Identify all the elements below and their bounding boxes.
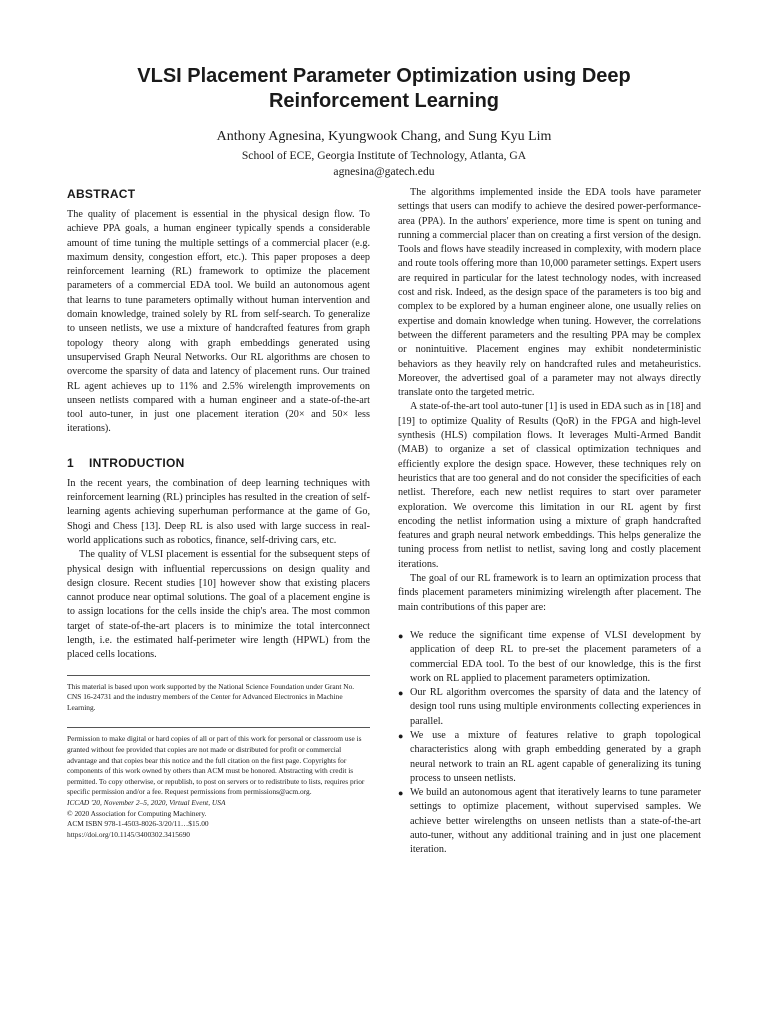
section-title: INTRODUCTION <box>89 455 185 470</box>
author-email: agnesina@gatech.edu <box>333 165 435 178</box>
isbn-line: ACM ISBN 978-1-4503-8026-3/20/11…$15.00 <box>67 819 209 829</box>
title-line-2: Reinforcement Learning <box>268 90 500 112</box>
doi-link[interactable]: https://doi.org/10.1145/3400302.3415690 <box>67 829 190 839</box>
title-line-1: VLSI Placement Parameter Optimization using Deep <box>137 65 631 87</box>
paper-title <box>60 64 708 114</box>
left-column <box>67 186 370 840</box>
affiliation: School of ECE, Georgia Institute of Technology, Atlanta, GA <box>241 149 527 162</box>
list-item: ● Our RL algorithm overcomes the sparsity of data and the latency of design tool runs using multiple environments collecting experiences in parallel. <box>398 687 701 727</box>
right-paragraph-3: The goal of our RL framework is to learn an optimization process that finds placement parameters minimizing wirelength after placement. The main contributions of this paper are: <box>398 573 701 613</box>
bullet-icon: ● <box>398 788 404 799</box>
introduction-heading <box>67 455 370 471</box>
bullet-icon: ● <box>398 688 404 699</box>
venue-line: ICCAD '20, November 2–5, 2020, Virtual Event, USA <box>67 797 226 807</box>
copyright-line: © 2020 Association for Computing Machinery. <box>67 808 207 818</box>
section-number: 1 <box>67 455 74 470</box>
right-column <box>398 186 701 858</box>
bullet-icon: ● <box>398 730 404 741</box>
list-item: ● We use a mixture of features relative to graph topological characteristics along with graph embedding generated by a graph neural network to train an RL agent capable of generalizing its tuning process to unseen netlists. <box>398 729 701 784</box>
list-item: ● We reduce the significant time expense of VLSI development by application of deep RL to pre-set the placement parameters of a commercial EDA tool. To the best of our knowledge, this is the first work on RL applied to placement parameters optimization. <box>398 629 701 684</box>
permission-notice: Permission to make digital or hard copies of all or part of this work for personal or classroom use is granted without fee provided that copies are not made or distributed for profit or commercial advantage and that copies bear this notice and the full citation on the first page. Copyrights for components of this work owned by others than ACM must be honored. Abstracting with credit is permitted. To copy otherwise, or republish, to post on servers or to redistribute to lists, requires prior specific permission and/or a fee. Request permissions from permissions@acm.org. <box>67 734 365 797</box>
contributions-list <box>398 629 701 858</box>
intro-paragraph-2: The quality of VLSI placement is essential for the subsequent steps of physical design with influential repercussions on design quality and design closure. Recent studies [10] however show that existing placers cannot produce near optimal solutions. The goal of a placement engine is to assign locations for the cells inside the chip's area. The most common target of state-of-the-art placers is to minimize the total interconnect length, i.e. the estimated half-perimeter wire length (HPWL) from the placed cells locations. <box>67 549 370 661</box>
bullet-icon: ● <box>398 630 404 641</box>
abstract-text: The quality of placement is essential in the physical design flow. To achieve PPA goals, a human engineer typically spends a considerable amount of time tuning the multiple settings of a commercial placer (e.g. maximum density, congestion effort, etc.). This paper proposes a deep reinforcement learning (RL) framework to optimize the placement parameters of a commercial EDA tool. We build an autonomous agent that learns to tune parameters optimally without human intervention and domain knowledge, trained solely by RL from self-search. To generalize to unseen netlists, we use a mixture of handcrafted features from graph topology theory along with graph embeddings generated using unsupervised Graph Neural Networks. Our RL algorithms are chosen to overcome the sparsity of data and latency of placement runs. Our trained RL agent achieves up to 11% and 2.5% wirelength improvements on unseen netlists compared with a human engineer and a state-of-the-art tool auto-tuner, in just one placement iteration (20× and 50× less iterations). <box>67 209 370 435</box>
funding-footnote: This material is based upon work supported by the National Science Foundation under Grant No. CNS 16-24731 and the industry members of the Center for Advanced Electronics in Machine Learning. <box>67 681 355 712</box>
right-paragraph-1: The algorithms implemented inside the EDA tools have parameter settings that users can modify to achieve the desired power-performance-area (PPA). In the authors' experience, more time is spent on tuning and running a commercial placer than on creating a first version of the design. Tools and flows have steadily increased in complexity, with modern place and route tools offering more than 10,000 parameter settings. Expert users are required in particular for the latest technology nodes, with increased cost and risk. Indeed, as the design space of the parameters is too big and complex to be explored by a human engineer alone, one usually relies on expertise and domain knowledge when tuning. However, the correlations between the different parameters and the resulting PPA may be complex or nonintuitive. Placement engines may exhibit nondeterministic behaviors as they heavily rely on handcrafted rules and metaheuristics. Moreover, the advertised goal of a parameter may not always directly translate onto the targeted metric. <box>398 187 701 399</box>
list-item: ● We build an autonomous agent that iteratively learns to tune parameter settings to optimize placement, without supervised samples. We achieve better wirelengths on unseen netlists than a state-of-the-art auto-tuner, without any additional training and in just one placement iteration. <box>398 787 701 856</box>
author-list: Anthony Agnesina, Kyungwook Chang, and Sung Kyu Lim <box>216 129 552 144</box>
right-paragraph-2: A state-of-the-art tool auto-tuner [1] is used in EDA such as in [18] and [19] to optimize Quality of Results (QoR) in the FPGA and high-level synthesis (HLS) compilation flows. It leverages Multi-Armed Bandit (MAB) to organize a set of classical optimization techniques and efficiently explore the design space. However, these techniques rely on heuristics that are too general and do not consider the specificities of each netlist. Therefore, each new netlist requires to start over parameter exploration. We overcome this limitation in our RL agent by first encoding the netlist information using a mixture of graph handcrafted features and graph neural network embeddings. This helps generalize the tuning process from netlist to netlist, saving long and costly placement iterations. <box>398 401 701 570</box>
abstract-heading: ABSTRACT <box>67 187 136 201</box>
intro-paragraph-1: In the recent years, the combination of deep learning techniques with reinforcement learning (RL) principles has resulted in the creation of self-learning agents achieving superhuman performance at the game of Go, Shogi and Chess [13]. Deep RL is also used with large success in real-world applications such as robotics, finance, self-driving cars, etc. <box>67 477 370 546</box>
